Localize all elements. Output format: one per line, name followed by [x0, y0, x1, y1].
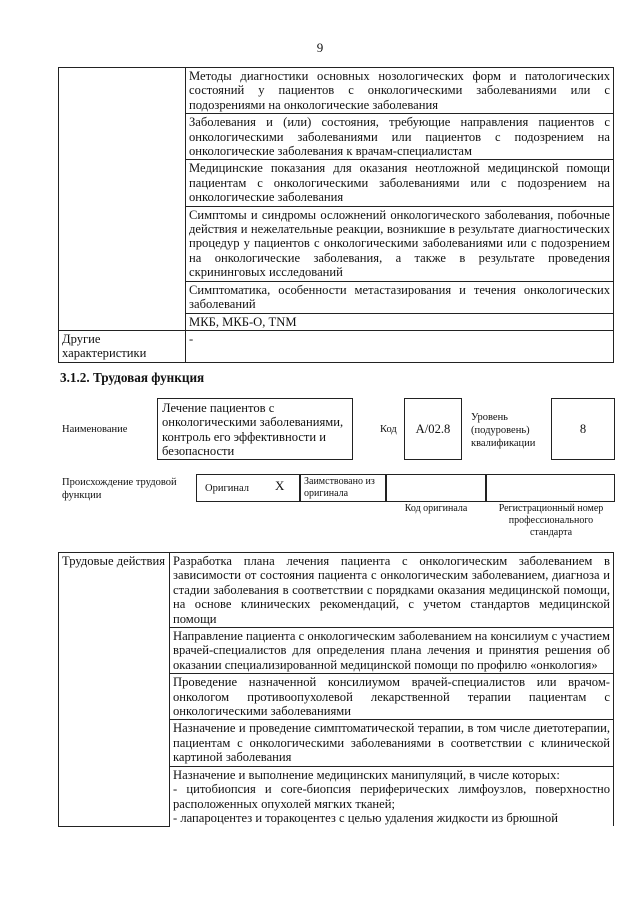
level-label: Уровень (подуровень) квалификации	[471, 412, 536, 449]
original-label: Оригинал	[205, 483, 249, 494]
table-cell: Направление пациента с онкологическим заболеванием на консилиум с участием врачей-специалистов для определения плана лечения и принятия решения об оказании специализированной медицинской помощи по профилю «онкология»	[170, 628, 614, 674]
original-box	[196, 474, 300, 502]
labor-actions-label: Трудовые действия	[59, 553, 170, 827]
section-title: 3.1.2. Трудовая функция	[60, 370, 205, 385]
code-original-box	[386, 474, 486, 502]
table-cell: Разработка плана лечения пациента с онкологическим заболеванием в зависимости от состояния пациента с онкологическим заболеванием, диагноза и стадии заболевания в соответствии с порядками оказания медицинской помощи, на основе клинических рекомендаций, с учетом стандартов медицинской помощи	[170, 553, 614, 628]
table-cell	[170, 766, 614, 826]
name-label: Наименование	[62, 424, 128, 435]
table-cell: Заболевания и (или) состояния, требующие направления пациентов с онкологическими заболеваниями или пациентов с подозрением на онкологические заболевания к врачам-специалистам	[186, 114, 614, 160]
table-cell: Методы диагностики основных нозологических форм и патологических состояний у пациентов с онкологическими заболеваниями или с подозрениями на онкологические заболевания	[186, 68, 614, 114]
table-cell: Медицинские показания для оказания неотложной медицинской помощи пациентам с онкологическими заболеваниями или с подозрением на онкологические заболевания	[186, 160, 614, 206]
table-label-cell	[59, 68, 186, 331]
borrowed-box	[300, 474, 386, 502]
table-cell: МКБ, МКБ-О, TNM	[186, 313, 614, 330]
level-value-box: 8	[551, 398, 615, 460]
knowledge-table	[58, 67, 614, 363]
manipulations-line: - лапароцентез и торакоцентез с целью удаления жидкости из брюшной	[173, 810, 558, 825]
page-number: 9	[316, 40, 324, 55]
manipulations-line: Назначение и выполнение медицинских манипуляций, в числе которых:	[173, 767, 560, 782]
other-characteristics-value: -	[186, 330, 614, 362]
table-cell: Проведение назначенной консилиумом врачей-специалистов или врачом-онкологом противоопухолевой лекарственной терапии пациентам с онкологическими заболеваниями	[170, 674, 614, 720]
labor-actions-table	[58, 552, 614, 827]
table-cell: Симптомы и синдромы осложнений онкологического заболевания, побочные действия и нежелательные реакции, возникшие в результате диагностических процедур у пациентов с онкологическими заболеваниями или с подозрением на онкологические заболевания, а также в результате проведения скрининговых исследований	[186, 206, 614, 281]
code-label: Код	[380, 424, 397, 435]
function-name-box: Лечение пациентов с онкологическими заболеваниями, контроль его эффективности и безопасности	[157, 398, 353, 460]
origin-label: Происхождение трудовой функции	[62, 477, 177, 501]
reg-number-caption: Регистрационный номер профессионального стандарта	[498, 503, 604, 538]
borrowed-label: Заимствовано из оригинала	[304, 476, 375, 499]
code-original-caption: Код оригинала	[404, 503, 468, 514]
reg-number-box	[486, 474, 615, 502]
other-characteristics-label: Другие характеристики	[59, 330, 186, 362]
manipulations-line: - цитобиопсия и core-биопсия периферических лимфоузлов, поверхностно расположенных опухолей мягких тканей;	[173, 782, 610, 811]
original-mark: X	[275, 478, 285, 493]
table-cell: Назначение и проведение симптоматической терапии, в том числе диетотерапии, пациентам с онкологическими заболеваниями в соответствии с клинической картиной заболевания	[170, 720, 614, 766]
table-cell: Симптоматика, особенности метастазирования и течения онкологических заболеваний	[186, 281, 614, 313]
code-value-box: A/02.8	[404, 398, 462, 460]
